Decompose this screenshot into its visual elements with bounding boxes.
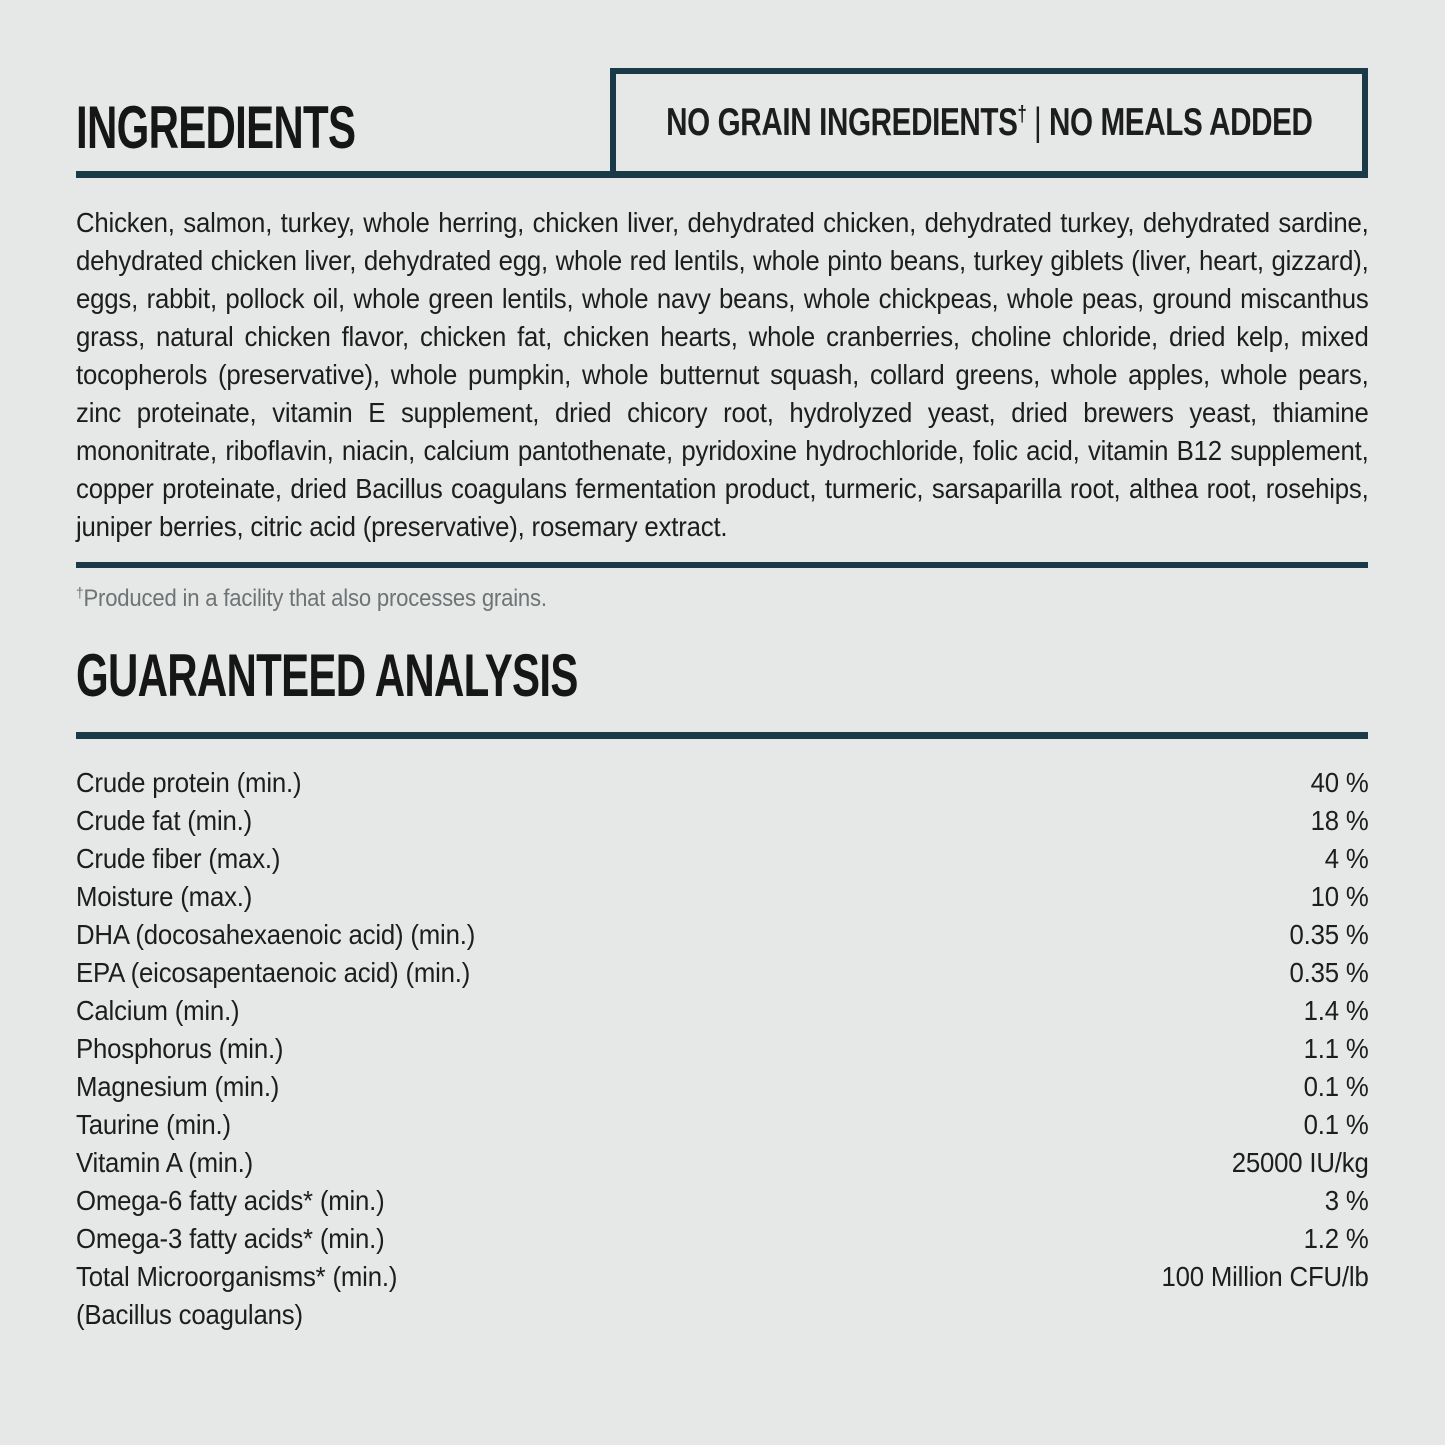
row-value: 25000 IU/kg [1231, 1147, 1369, 1178]
row-label: Vitamin A (min.) [76, 1147, 253, 1178]
row-label: Calcium (min.) [76, 995, 240, 1026]
table-row [76, 992, 1369, 1030]
row-value: 0.1 % [1303, 1109, 1369, 1140]
row-label: Crude protein (min.) [76, 767, 302, 798]
row-label: Phosphorus (min.) [76, 1033, 284, 1064]
badge-right-text: NO MEALS ADDED [1048, 101, 1313, 144]
guaranteed-analysis-rule [76, 732, 1368, 739]
row-value: 100 Million CFU/lb [1161, 1261, 1369, 1292]
row-label: Crude fat (min.) [76, 805, 252, 836]
footnote-wrap [76, 579, 1369, 614]
row-value: 3 % [1324, 1185, 1369, 1216]
footnote-dagger: † [76, 585, 84, 602]
guaranteed-analysis-title: GUARANTEED ANALYSIS [76, 642, 578, 709]
table-row [76, 878, 1369, 916]
table-row [76, 1296, 1369, 1334]
no-grain-badge [610, 68, 1368, 178]
table-row [76, 764, 1369, 802]
row-value: 1.1 % [1303, 1033, 1369, 1064]
row-label: Magnesium (min.) [76, 1071, 280, 1102]
table-row [76, 1144, 1369, 1182]
table-row [76, 1182, 1369, 1220]
facility-footnote [76, 579, 1369, 614]
footnote-text: Produced in a facility that also processes grains. [83, 585, 547, 612]
badge-dagger: † [1017, 101, 1027, 126]
ingredients-title: INGREDIENTS [76, 94, 356, 161]
table-row [76, 840, 1369, 878]
table-row [76, 1106, 1369, 1144]
row-value: 40 % [1310, 767, 1369, 798]
ingredients-header-rule [76, 171, 1368, 178]
table-row [76, 1258, 1369, 1296]
row-value: 10 % [1310, 881, 1369, 912]
row-label: Taurine (min.) [76, 1109, 231, 1140]
table-row [76, 1030, 1369, 1068]
ingredients-list: Chicken, salmon, turkey, whole herring, chicken liver, dehydrated chicken, dehydrated turkey, dehydrated sardine, dehydrated chicken liver, dehydrated egg, whole red lentils, whole pinto beans, turkey giblets (liver, heart, gizzard), eggs, rabbit, pollock oil, whole green lentils, whole navy beans, whole chickpeas, whole peas, ground miscanthus grass, natural chicken flavor, chicken fat, chicken hearts, whole cranberries, choline chloride, dried kelp, mixed tocopherols (preservative), whole pumpkin, whole butternut squash, collard greens, whole apples, whole pears, zinc proteinate, vitamin E supplement, dried chicory root, hydrolyzed yeast, dried brewers yeast, thiamine mononitrate, riboflavin, niacin, calcium pantothenate, pyridoxine hydrochloride, folic acid, vitamin B12 supplement, copper proteinate, dried Bacillus coagulans fermentation product, turmeric, sarsaparilla root, althea root, rosehips, juniper berries, citric acid (preservative), rosemary extract. [76, 207, 1369, 542]
no-grain-badge-text [666, 101, 1313, 145]
table-row [76, 802, 1369, 840]
table-row [76, 916, 1369, 954]
ingredients-body-wrap [76, 204, 1369, 546]
row-label: Moisture (max.) [76, 881, 253, 912]
row-label: Total Microorganisms* (min.) [76, 1261, 398, 1292]
badge-separator: | [1033, 101, 1042, 144]
badge-left-text: NO GRAIN INGREDIENTS [665, 101, 1018, 144]
row-value: 0.1 % [1303, 1071, 1369, 1102]
row-label: DHA (docosahexaenoic acid) (min.) [76, 919, 476, 950]
row-value: 0.35 % [1289, 919, 1369, 950]
row-value: 0.35 % [1289, 957, 1369, 988]
row-label: Omega-6 fatty acids* (min.) [76, 1185, 385, 1216]
footnote-rule [76, 562, 1368, 568]
row-label: Crude fiber (max.) [76, 843, 281, 874]
row-label: (Bacillus coagulans) [76, 1299, 303, 1330]
table-row [76, 1220, 1369, 1258]
row-value: 1.4 % [1303, 995, 1369, 1026]
ingredients-header [76, 60, 1368, 178]
row-value: 1.2 % [1303, 1223, 1369, 1254]
row-value: 4 % [1324, 843, 1369, 874]
table-row [76, 1068, 1369, 1106]
row-label: EPA (eicosapentaenoic acid) (min.) [76, 957, 471, 988]
row-value: 18 % [1310, 805, 1369, 836]
row-label: Omega-3 fatty acids* (min.) [76, 1223, 385, 1254]
table-row [76, 954, 1369, 992]
guaranteed-analysis-header [76, 644, 1368, 710]
guaranteed-analysis-table [76, 764, 1369, 1334]
